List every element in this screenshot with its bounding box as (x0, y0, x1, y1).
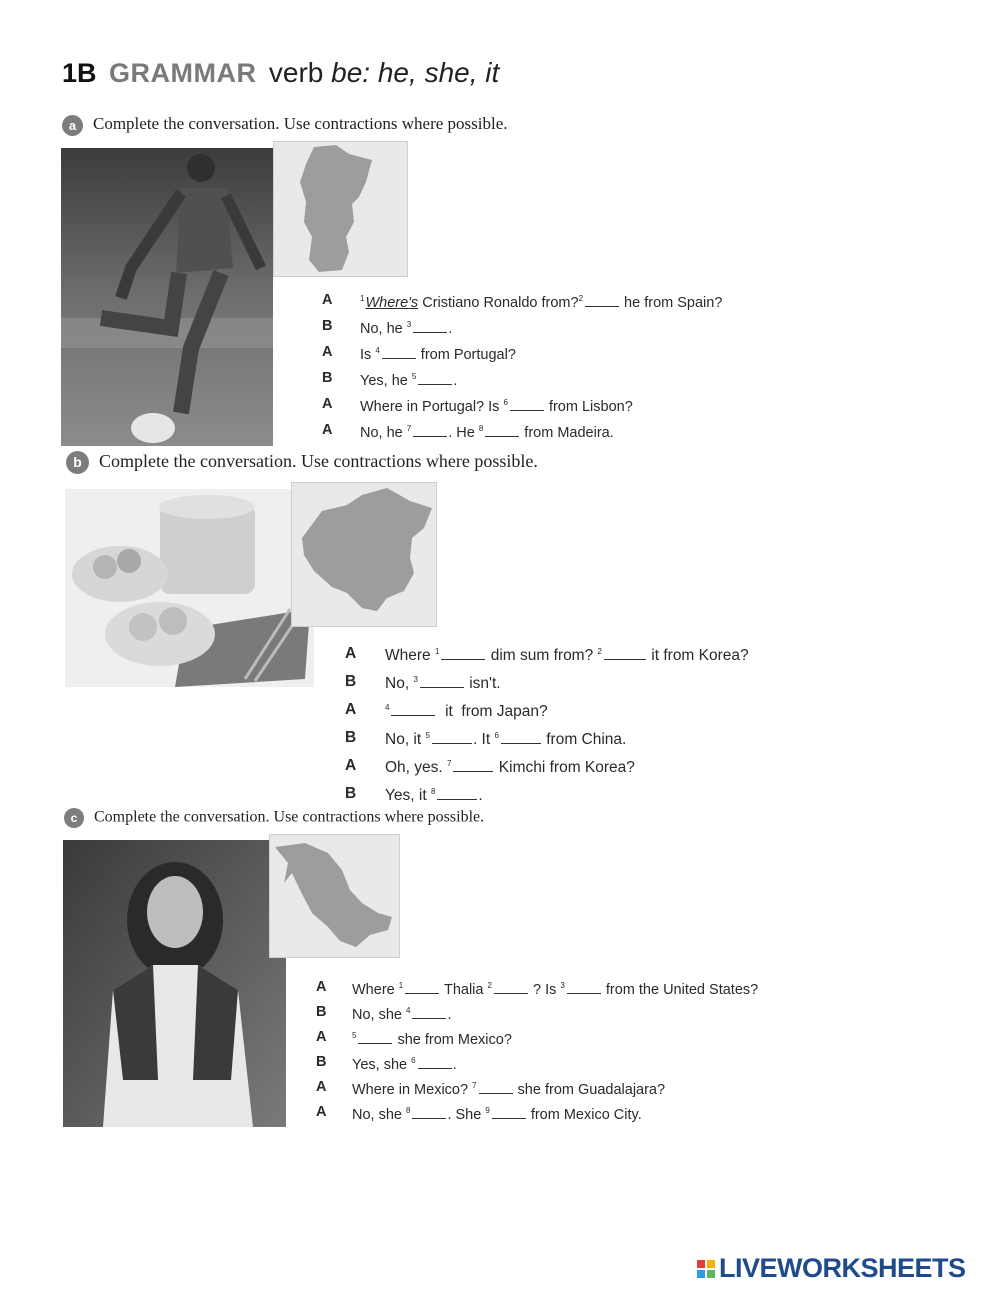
answer-blank[interactable] (418, 370, 452, 385)
instruction-c (64, 808, 484, 828)
line-segment: Yes, it (385, 787, 431, 804)
line-segment: from the United States? (601, 982, 759, 998)
badge-a: a (62, 115, 83, 136)
answer-blank[interactable] (418, 1054, 452, 1069)
blank-number: 4 (375, 346, 380, 355)
line-segment: from Madeira. (520, 425, 614, 441)
line-segment: Is (360, 347, 376, 363)
line-text (385, 645, 749, 665)
blank-number: 1 (360, 294, 365, 303)
answer-blank[interactable] (412, 1004, 446, 1019)
example-answer: Where's (365, 295, 419, 311)
speaker-label: A (322, 344, 333, 360)
logo-icon (697, 1260, 715, 1278)
answer-blank[interactable] (391, 701, 435, 716)
line-segment: Where (352, 982, 399, 998)
answer-blank[interactable] (501, 729, 541, 744)
line-segment: she from Guadalajara? (513, 1082, 666, 1098)
map-china (291, 482, 437, 627)
blank-number: 6 (411, 1056, 416, 1065)
blank-number: 8 (406, 1106, 411, 1115)
instruction-text-b: Complete the conversation. Use contractions where possible. (99, 451, 538, 471)
dialogue-b (345, 645, 825, 805)
line-segment: No, she (352, 1107, 406, 1123)
answer-blank[interactable] (432, 729, 472, 744)
line-segment: Yes, she (352, 1057, 412, 1073)
speaker-label: A (322, 396, 333, 412)
line-text (352, 1029, 512, 1048)
blank-number: 5 (411, 372, 417, 381)
liveworksheets-logo[interactable] (697, 1253, 966, 1284)
line-segment: No, (385, 675, 414, 692)
line-segment: she from Mexico? (393, 1032, 512, 1048)
blank-number: 9 (485, 1106, 490, 1115)
answer-blank[interactable] (358, 1029, 392, 1044)
line-segment: No, it (385, 731, 426, 748)
answer-blank[interactable] (494, 979, 528, 994)
line-segment: dim sum from? (486, 647, 598, 664)
blank-number: 3 (406, 320, 412, 329)
blank-number: 7 (472, 1081, 477, 1090)
answer-blank[interactable] (604, 645, 646, 660)
line-text (352, 979, 758, 998)
instruction-a (62, 114, 508, 136)
instruction-text-a: Complete the conversation. Use contractions where possible. (93, 114, 508, 133)
line-segment: he from Spain? (620, 295, 723, 311)
speaker-label: A (316, 1029, 327, 1045)
speaker-label: B (322, 318, 333, 334)
line-text (385, 785, 483, 805)
speaker-label: A (316, 979, 327, 995)
page-title (62, 56, 499, 95)
photo-footballer (61, 148, 273, 446)
line-text (360, 422, 614, 441)
blank-number: 1 (398, 981, 404, 990)
speaker-label: A (316, 1079, 327, 1095)
title-plain: verb (268, 57, 332, 88)
instruction-b (66, 451, 538, 474)
line-segment: Kimchi from Korea? (494, 759, 635, 776)
portugal-map-shape (274, 142, 408, 277)
answer-blank[interactable] (413, 318, 447, 333)
line-text (360, 318, 452, 337)
line-segment: . She (447, 1107, 486, 1123)
dialogue-a (322, 292, 802, 442)
footballer-illustration (61, 148, 273, 446)
line-text (385, 757, 635, 777)
blank-number: 1 (434, 647, 440, 656)
line-segment: ? Is (528, 982, 561, 998)
line-text (360, 370, 457, 389)
line-segment: it from Korea? (646, 647, 749, 664)
line-text (360, 396, 633, 415)
speaker-label: B (316, 1054, 327, 1070)
line-segment: Cristiano Ronaldo from? (418, 295, 579, 311)
photo-dim-sum (65, 489, 314, 687)
line-text (360, 344, 516, 363)
blank-number: 6 (494, 731, 499, 740)
line-text (360, 292, 722, 311)
speaker-label: A (322, 422, 333, 438)
blank-number: 2 (487, 981, 492, 990)
line-segment: . (478, 787, 483, 804)
map-mexico (269, 834, 400, 958)
blank-number: 8 (430, 787, 436, 796)
blank-number: 5 (425, 731, 430, 740)
badge-b: b (66, 451, 89, 474)
line-segment: Where (385, 647, 435, 664)
line-text (385, 729, 626, 749)
answer-blank[interactable] (412, 1104, 446, 1119)
thalia-illustration (63, 840, 286, 1127)
blank-number: 3 (560, 981, 565, 990)
unit-number: 1B (62, 58, 97, 88)
map-portugal (273, 141, 408, 277)
photo-thalia (63, 840, 286, 1127)
line-segment: Yes, he (360, 373, 412, 389)
line-segment: . (447, 1007, 452, 1023)
speaker-label: B (345, 673, 357, 690)
answer-blank[interactable] (405, 979, 439, 994)
speaker-label: A (345, 757, 357, 774)
line-text (352, 1004, 451, 1023)
line-segment: Thalia (440, 982, 488, 998)
line-text (385, 673, 501, 693)
china-map-shape (292, 483, 437, 627)
line-segment: it from Japan? (436, 703, 548, 720)
blank-number: 3 (413, 675, 418, 684)
dialogue-c (316, 979, 816, 1129)
blank-number: 7 (406, 424, 412, 433)
dim-sum-illustration (65, 489, 314, 687)
answer-blank[interactable] (382, 344, 416, 359)
line-segment: . (452, 1057, 457, 1073)
blank-number: 2 (597, 647, 602, 656)
answer-blank[interactable] (453, 757, 493, 772)
speaker-label: A (322, 292, 333, 308)
blank-number: 7 (447, 759, 452, 768)
instruction-text-c: Complete the conversation. Use contractions where possible. (94, 808, 485, 826)
mexico-map-shape (270, 835, 400, 958)
line-segment: Where in Mexico? (352, 1082, 473, 1098)
speaker-label: B (345, 785, 357, 802)
line-segment: . He (448, 425, 479, 441)
answer-blank[interactable] (492, 1104, 526, 1119)
line-segment: . It (472, 731, 495, 748)
answer-blank[interactable] (585, 292, 619, 307)
answer-blank[interactable] (413, 422, 447, 437)
line-segment: from China. (541, 731, 627, 748)
answer-blank[interactable] (479, 1079, 513, 1094)
logo-text: LIVEWORKSHEETS (719, 1253, 966, 1283)
speaker-label: B (316, 1004, 327, 1020)
blank-number: 4 (385, 703, 390, 712)
speaker-label: B (322, 370, 333, 386)
blank-number: 8 (478, 424, 484, 433)
title-italic: be: he, she, it (331, 57, 500, 88)
speaker-label: A (345, 701, 357, 718)
line-text (352, 1079, 665, 1098)
line-segment: Oh, yes. (385, 759, 448, 776)
line-segment: from Portugal? (416, 347, 516, 363)
line-segment: from Lisbon? (544, 399, 633, 415)
speaker-label: A (316, 1104, 327, 1120)
line-text (385, 701, 548, 721)
blank-number: 4 (406, 1006, 411, 1015)
answer-blank[interactable] (437, 785, 477, 800)
topic-label: GRAMMAR (108, 58, 257, 88)
line-segment: No, he (360, 425, 407, 441)
line-segment: . (453, 373, 458, 389)
answer-blank[interactable] (510, 396, 544, 411)
answer-blank[interactable] (420, 673, 464, 688)
answer-blank[interactable] (567, 979, 601, 994)
speaker-label: A (345, 645, 357, 662)
line-text (352, 1104, 642, 1123)
answer-blank[interactable] (441, 645, 485, 660)
line-segment: from Mexico City. (526, 1107, 642, 1123)
blank-number: 5 (352, 1031, 357, 1040)
speaker-label: B (345, 729, 357, 746)
badge-c: c (64, 808, 84, 828)
blank-number: 6 (503, 398, 508, 407)
line-segment: No, she (352, 1007, 406, 1023)
line-text (352, 1054, 457, 1073)
line-segment: Where in Portugal? Is (360, 399, 504, 415)
line-segment: . (448, 321, 453, 337)
line-segment: No, he (360, 321, 407, 337)
line-segment: isn't. (464, 675, 501, 692)
answer-blank[interactable] (485, 422, 519, 437)
blank-number: 2 (578, 294, 584, 303)
